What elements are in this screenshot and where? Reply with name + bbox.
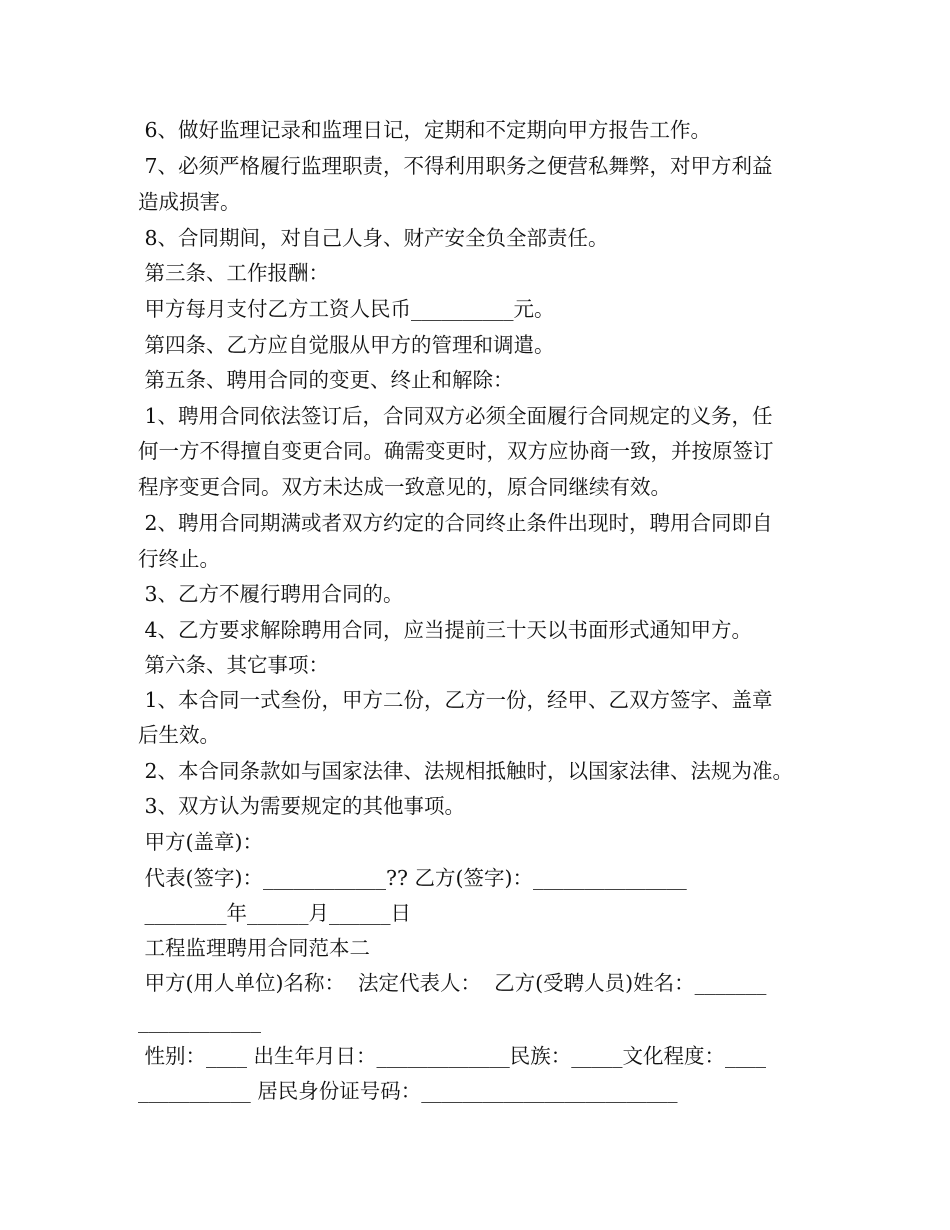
text-line: 行终止。 — [138, 547, 220, 571]
text-line: 后生效。 — [138, 723, 220, 747]
text-line: 性别：____ 出生年月日：_____________民族：_____文化程度：____ — [138, 1044, 767, 1068]
template-title: 工程监理聘用合同范本二 — [138, 936, 371, 960]
section-heading: 第三条、工作报酬： — [138, 261, 330, 285]
text-line: ____________ — [138, 1009, 261, 1033]
text-line: 4、乙方要求解除聘用合同，应当提前三十天以书面形式通知甲方。 — [138, 618, 753, 642]
text-line: 何一方不得擅自变更合同。确需变更时，双方应协商一致，并按原签订 — [138, 439, 774, 463]
signature-party-a: 甲方(盖章)： — [138, 830, 264, 854]
text-line: 3、乙方不履行聘用合同的。 — [138, 582, 404, 606]
text-line: 3、双方认为需要规定的其他事项。 — [138, 794, 466, 818]
text-line: 8、合同期间，对自己人身、财产安全负全部责任。 — [138, 226, 609, 250]
signature-date: ________年______月______日 — [138, 901, 412, 925]
text-line: ___________ 居民身份证号码：_________________________ — [138, 1079, 678, 1103]
text-line: 6、做好监理记录和监理日记，定期和不定期向甲方报告工作。 — [138, 118, 712, 142]
text-line: 2、本合同条款如与国家法律、法规相抵触时，以国家法律、法规为准。 — [138, 759, 794, 783]
section-heading: 第六条、其它事项： — [138, 653, 330, 677]
section-heading: 第五条、聘用合同的变更、终止和解除： — [138, 368, 514, 392]
text-line: 2、聘用合同期满或者双方约定的合同终止条件出现时，聘用合同即自 — [138, 511, 773, 535]
text-line: 甲方(用人单位)名称： 法定代表人： 乙方(受聘人员)姓名：_______ — [138, 971, 767, 995]
text-line: 1、聘用合同依法签订后，合同双方必须全面履行合同规定的义务，任 — [138, 404, 773, 428]
text-line: 1、本合同一式叁份，甲方二份，乙方一份，经甲、乙双方签字、盖章 — [138, 688, 773, 712]
text-line: 甲方每月支付乙方工资人民币__________元。 — [138, 297, 555, 321]
text-line: 程序变更合同。双方未达成一致意见的，原合同继续有效。 — [138, 475, 671, 499]
signature-representatives: 代表(签字)：____________?? 乙方(签字)：_______________ — [138, 866, 687, 890]
text-line: 造成损害。 — [138, 190, 241, 214]
text-line: 7、必须严格履行监理职责，不得利用职务之便营私舞弊，对甲方利益 — [138, 154, 773, 178]
section-heading: 第四条、乙方应自觉服从甲方的管理和调遣。 — [138, 333, 555, 357]
